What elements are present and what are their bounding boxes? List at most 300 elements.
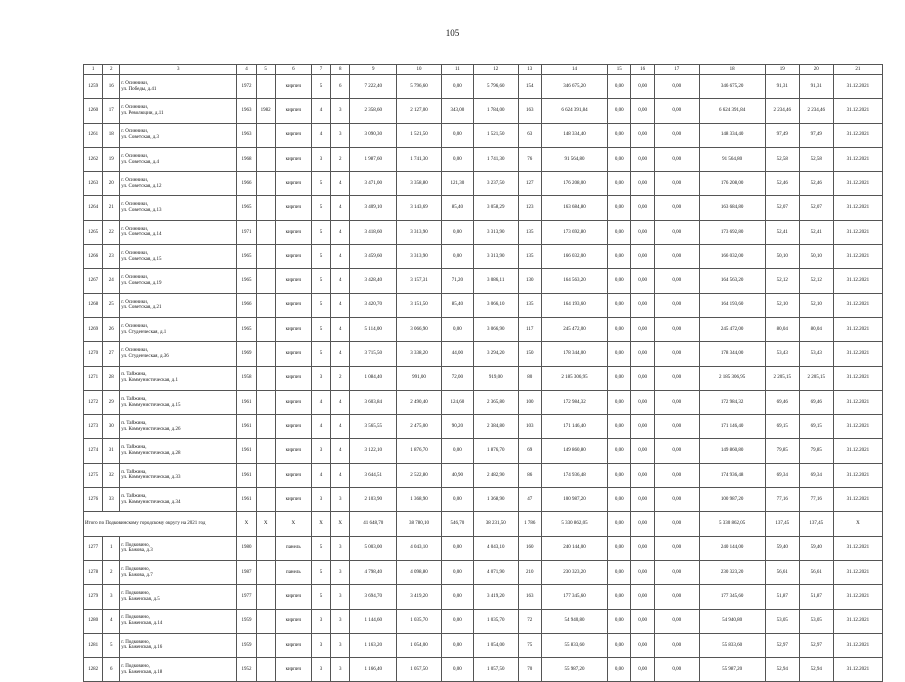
table-cell: 5 — [311, 269, 330, 293]
column-number: 18 — [699, 65, 765, 75]
subtotal-cell: 38 780,10 — [397, 512, 442, 536]
address-cell — [120, 220, 237, 244]
table-cell: 103 — [518, 415, 541, 439]
table-cell: 79,85 — [799, 439, 833, 463]
table-cell: 210 — [518, 560, 541, 584]
table-cell: 32 — [103, 463, 120, 487]
table-cell: кирпич — [275, 269, 311, 293]
table-cell: 2 185 306,95 — [541, 366, 607, 390]
table-cell: 178 344,00 — [699, 342, 765, 366]
table-cell — [256, 488, 275, 512]
table-cell: 0,00 — [654, 220, 699, 244]
table-cell: 25 — [103, 293, 120, 317]
table-cell: 55 833,60 — [699, 633, 765, 657]
table-cell: 3 418,60 — [350, 220, 397, 244]
address-street: ул. Победы, д.41 — [121, 86, 157, 92]
table-cell: 0,00 — [608, 488, 631, 512]
address-street: ул. Советская, д.4 — [121, 159, 159, 165]
table-cell: 0,00 — [631, 488, 654, 512]
table-cell: 16 — [103, 75, 120, 99]
table-cell: 53,43 — [799, 342, 833, 366]
table-cell: 3 603,84 — [350, 390, 397, 414]
table-cell: 3 419,20 — [397, 585, 442, 609]
table-cell: 3 143,69 — [397, 196, 442, 220]
table-cell: 3 — [331, 536, 350, 560]
table-cell: 0,00 — [654, 99, 699, 123]
table-cell: 52,41 — [799, 220, 833, 244]
table-cell: 0,00 — [441, 536, 473, 560]
table-cell: 3 — [311, 488, 330, 512]
table-cell: 0,00 — [654, 536, 699, 560]
table-cell: 31.12.2021 — [833, 342, 882, 366]
housing-register-table — [83, 64, 883, 682]
table-row — [84, 463, 883, 487]
table-cell: 1 — [103, 536, 120, 560]
table-cell: 4 — [331, 245, 350, 269]
table-cell: 30 — [103, 415, 120, 439]
table-row — [84, 658, 883, 682]
table-cell: 1966 — [237, 293, 256, 317]
table-cell: 3 157,31 — [397, 269, 442, 293]
table-cell: 0,00 — [654, 75, 699, 99]
address-locality: г. Подковино, — [121, 639, 150, 645]
table-cell — [256, 172, 275, 196]
table-row — [84, 293, 883, 317]
address-locality: г. Подковино, — [121, 591, 150, 597]
table-cell: 0,00 — [654, 245, 699, 269]
table-cell: 1 784,00 — [473, 99, 518, 123]
table-cell: 0,00 — [608, 342, 631, 366]
table-cell: 52,07 — [765, 196, 799, 220]
table-cell: 160 — [518, 536, 541, 560]
table-cell — [256, 269, 275, 293]
table-cell: 85,40 — [441, 293, 473, 317]
table-cell: 69,46 — [765, 390, 799, 414]
table-cell: 3 428,40 — [350, 269, 397, 293]
table-cell: кирпич — [275, 245, 311, 269]
table-cell: кирпич — [275, 609, 311, 633]
column-number: 15 — [608, 65, 631, 75]
table-cell: 52,94 — [799, 658, 833, 682]
table-cell: кирпич — [275, 488, 311, 512]
table-cell: 1260 — [84, 99, 103, 123]
table-cell: 5 114,00 — [350, 317, 397, 341]
table-cell: 1963 — [237, 123, 256, 147]
table-cell: 1959 — [237, 609, 256, 633]
subtotal-cell: X — [331, 512, 350, 536]
subtotal-cell: 0,00 — [654, 512, 699, 536]
table-cell: 69,34 — [765, 463, 799, 487]
address-street: ул. Коммунистическая, д.15 — [121, 402, 181, 408]
table-cell: кирпич — [275, 366, 311, 390]
table-cell: кирпич — [275, 585, 311, 609]
table-cell: 0,00 — [631, 245, 654, 269]
table-cell: 0,00 — [654, 196, 699, 220]
table-cell: 173 692,80 — [541, 220, 607, 244]
address-street: ул. Советская, д.15 — [121, 256, 162, 262]
table-cell: 1 521,50 — [473, 123, 518, 147]
table-cell: 17 — [103, 99, 120, 123]
table-cell: 1961 — [237, 439, 256, 463]
table-cell: 40,90 — [441, 463, 473, 487]
table-cell: 919,00 — [473, 366, 518, 390]
table-cell: 5 003,00 — [350, 536, 397, 560]
table-cell: 149 860,80 — [541, 439, 607, 463]
table-cell: 22 — [103, 220, 120, 244]
table-cell: 3 122,10 — [350, 439, 397, 463]
table-cell: 1982 — [256, 99, 275, 123]
table-cell: 164 193,60 — [699, 293, 765, 317]
table-cell: 1965 — [237, 317, 256, 341]
table-cell: 97,49 — [799, 123, 833, 147]
address-street: ул. Студенческая, д.1 — [121, 329, 167, 335]
table-cell: 1952 — [237, 658, 256, 682]
table-cell: 31.12.2021 — [833, 99, 882, 123]
table-cell: 3 — [331, 560, 350, 584]
table-cell: 3 090,30 — [350, 123, 397, 147]
table-cell: 71,20 — [441, 269, 473, 293]
table-cell: 3 — [331, 123, 350, 147]
table-cell: 19 — [103, 147, 120, 171]
table-cell: 6 624 391,84 — [541, 99, 607, 123]
address-street: ул. Коммунистическая, д.33 — [121, 475, 181, 481]
address-cell — [120, 585, 237, 609]
table-row — [84, 75, 883, 99]
table-cell: 69,46 — [799, 390, 833, 414]
table-cell: панель — [275, 560, 311, 584]
address-locality: г. Осинники, — [121, 275, 149, 281]
table-cell: 163 684,80 — [541, 196, 607, 220]
table-cell: 0,00 — [654, 390, 699, 414]
table-cell — [256, 609, 275, 633]
address-street: ул. Советская, д.21 — [121, 305, 162, 311]
table-cell: 3 066,90 — [473, 317, 518, 341]
table-cell: 0,00 — [631, 99, 654, 123]
table-cell: 0,00 — [631, 123, 654, 147]
table-cell: 127 — [518, 172, 541, 196]
table-cell — [256, 220, 275, 244]
table-cell: 31.12.2021 — [833, 245, 882, 269]
address-locality: г. Осинники, — [121, 105, 149, 111]
table-cell: 176 208,00 — [699, 172, 765, 196]
column-number-row — [84, 65, 883, 75]
subtotal-cell: 0,00 — [631, 512, 654, 536]
address-locality: п. Тайжина, — [121, 493, 147, 499]
table-cell: 44,00 — [441, 342, 473, 366]
table-cell: 56,61 — [799, 560, 833, 584]
table-cell: 1961 — [237, 415, 256, 439]
table-cell: 3 — [311, 609, 330, 633]
table-cell: 4 — [311, 463, 330, 487]
table-cell: кирпич — [275, 633, 311, 657]
table-row — [84, 342, 883, 366]
table-cell: 33 — [103, 488, 120, 512]
address-street: ул. Коммунистическая, д.28 — [121, 451, 181, 457]
table-cell: 1977 — [237, 585, 256, 609]
table-cell: 346 675,20 — [541, 75, 607, 99]
table-cell: 135 — [518, 293, 541, 317]
table-cell: панель — [275, 536, 311, 560]
subtotal-label: Итого по Подковинскому городскому округу на 2021 год — [84, 512, 237, 536]
address-locality: п. Тайжина, — [121, 421, 147, 427]
table-cell: 0,00 — [631, 658, 654, 682]
address-cell — [120, 342, 237, 366]
table-cell: 20 — [103, 172, 120, 196]
table-cell: 4 043,10 — [473, 536, 518, 560]
table-cell: 1 987,60 — [350, 147, 397, 171]
table-cell: 52,10 — [799, 293, 833, 317]
table-cell: 0,00 — [441, 75, 473, 99]
table-cell: 2 — [331, 147, 350, 171]
table-cell: 0,00 — [441, 609, 473, 633]
table-cell: 1259 — [84, 75, 103, 99]
address-locality: п. Тайжина, — [121, 372, 147, 378]
table-cell: 31.12.2021 — [833, 609, 882, 633]
table-cell: 52,46 — [799, 172, 833, 196]
table-cell: 54 940,80 — [541, 609, 607, 633]
table-cell: 0,00 — [608, 439, 631, 463]
subtotal-cell: X — [275, 512, 311, 536]
address-street: ул. Советская, д.12 — [121, 183, 162, 189]
table-cell: 0,00 — [608, 172, 631, 196]
table-cell: 130 — [518, 269, 541, 293]
table-cell: 2 522,80 — [397, 463, 442, 487]
table-cell: 0,00 — [631, 293, 654, 317]
table-cell: 2 234,46 — [799, 99, 833, 123]
table-cell — [256, 245, 275, 269]
table-cell: 0,00 — [441, 439, 473, 463]
column-number: 11 — [441, 65, 473, 75]
address-locality: г. Подковино, — [121, 566, 150, 572]
table-cell: 72,00 — [441, 366, 473, 390]
address-locality: г. Осинники, — [121, 178, 149, 184]
table-cell: 52,58 — [765, 147, 799, 171]
address-street: ул. Коммунистическая, д.34 — [121, 499, 181, 505]
address-cell — [120, 536, 237, 560]
table-cell: 0,00 — [441, 633, 473, 657]
table-cell: 1269 — [84, 317, 103, 341]
table-cell: 0,00 — [631, 172, 654, 196]
subtotal-row — [84, 512, 883, 536]
table-cell: 343,00 — [441, 99, 473, 123]
table-cell: 163 — [518, 585, 541, 609]
table-cell: 4 — [331, 463, 350, 487]
table-cell: 4 098,80 — [397, 560, 442, 584]
address-street: ул. Советская, д.13 — [121, 208, 162, 214]
table-row — [84, 488, 883, 512]
table-cell: 148 334,40 — [541, 123, 607, 147]
address-cell — [120, 317, 237, 341]
table-cell: 0,00 — [608, 123, 631, 147]
table-cell: кирпич — [275, 220, 311, 244]
table-cell: 3 066,10 — [473, 293, 518, 317]
table-cell: 1987 — [237, 560, 256, 584]
table-cell: 176 208,00 — [541, 172, 607, 196]
table-cell: 171 146,40 — [699, 415, 765, 439]
subtotal-cell: 41 648,70 — [350, 512, 397, 536]
table-cell: 4 — [311, 99, 330, 123]
table-cell: 245 472,00 — [541, 317, 607, 341]
table-cell: 53,05 — [799, 609, 833, 633]
table-row — [84, 196, 883, 220]
table-cell: 3 471,00 — [350, 172, 397, 196]
table-cell: 0,00 — [654, 172, 699, 196]
table-cell: 1265 — [84, 220, 103, 244]
table-cell: 0,00 — [608, 220, 631, 244]
table-cell: 3 420,70 — [350, 293, 397, 317]
table-cell: кирпич — [275, 317, 311, 341]
table-cell: кирпич — [275, 147, 311, 171]
table-cell: 21 — [103, 196, 120, 220]
table-cell: 164 193,60 — [541, 293, 607, 317]
table-cell: 0,00 — [608, 317, 631, 341]
table-cell: 52,97 — [799, 633, 833, 657]
address-locality: г. Осинники, — [121, 80, 149, 86]
column-number: 8 — [331, 65, 350, 75]
table-cell: 4 — [331, 317, 350, 341]
table-cell: 69 — [518, 439, 541, 463]
subtotal-cell: X — [311, 512, 330, 536]
address-cell — [120, 196, 237, 220]
table-cell: 4 — [331, 293, 350, 317]
table-cell: 1961 — [237, 390, 256, 414]
table-cell: 0,00 — [631, 536, 654, 560]
table-cell: 0,00 — [631, 609, 654, 633]
table-cell: 86 — [518, 463, 541, 487]
table-cell: 91,31 — [799, 75, 833, 99]
column-number: 1 — [84, 65, 103, 75]
subtotal-cell: X — [833, 512, 882, 536]
address-locality: г. Подковино, — [121, 615, 150, 621]
table-cell: 174 936,48 — [541, 463, 607, 487]
table-cell — [256, 415, 275, 439]
table-cell — [256, 463, 275, 487]
table-cell: 91 564,80 — [541, 147, 607, 171]
table-cell: 174 936,48 — [699, 463, 765, 487]
table-cell: 0,00 — [654, 463, 699, 487]
address-cell — [120, 172, 237, 196]
column-number: 7 — [311, 65, 330, 75]
table-cell: 31.12.2021 — [833, 658, 882, 682]
address-cell — [120, 269, 237, 293]
table-cell: 1 741,30 — [473, 147, 518, 171]
table-cell: 53,05 — [765, 609, 799, 633]
address-street: ул. Советская, д.3 — [121, 135, 159, 141]
table-cell: 1968 — [237, 147, 256, 171]
table-cell: 121,30 — [441, 172, 473, 196]
column-number: 6 — [275, 65, 311, 75]
table-cell: 1 057,50 — [397, 658, 442, 682]
table-cell: 31.12.2021 — [833, 560, 882, 584]
table-cell: 3 151,50 — [397, 293, 442, 317]
column-number: 16 — [631, 65, 654, 75]
table-cell: 2 205,15 — [765, 366, 799, 390]
table-cell: кирпич — [275, 439, 311, 463]
table-cell: 0,00 — [441, 123, 473, 147]
table-cell: 4 — [331, 269, 350, 293]
table-cell: 31 — [103, 439, 120, 463]
table-cell: 3 — [103, 585, 120, 609]
table-cell — [256, 633, 275, 657]
table-cell: 0,00 — [441, 317, 473, 341]
table-cell: 26 — [103, 317, 120, 341]
address-cell — [120, 658, 237, 682]
table-cell: 3 — [331, 585, 350, 609]
table-cell: 0,00 — [608, 609, 631, 633]
table-cell: 47 — [518, 488, 541, 512]
address-locality: г. Осинники, — [121, 299, 149, 305]
table-cell: 1 035,70 — [397, 609, 442, 633]
table-cell: 3 694,70 — [350, 585, 397, 609]
column-number: 5 — [256, 65, 275, 75]
table-cell: 1980 — [237, 536, 256, 560]
table-cell: 1279 — [84, 585, 103, 609]
table-cell: 0,00 — [608, 560, 631, 584]
table-cell: 50,10 — [799, 245, 833, 269]
table-cell: кирпич — [275, 196, 311, 220]
table-cell: 0,00 — [631, 75, 654, 99]
table-cell: 163 — [518, 99, 541, 123]
table-row — [84, 609, 883, 633]
table-cell: 166 032,00 — [699, 245, 765, 269]
table-cell: 77,16 — [799, 488, 833, 512]
table-cell: 1277 — [84, 536, 103, 560]
address-cell — [120, 390, 237, 414]
address-locality: г. Подковино, — [121, 542, 150, 548]
address-cell — [120, 75, 237, 99]
table-cell: 1268 — [84, 293, 103, 317]
table-cell: 0,00 — [654, 609, 699, 633]
address-cell — [120, 560, 237, 584]
table-row — [84, 269, 883, 293]
address-cell — [120, 439, 237, 463]
table-cell: 1 144,60 — [350, 609, 397, 633]
address-locality: г. Осинники, — [121, 202, 149, 208]
column-number: 20 — [799, 65, 833, 75]
table-cell: 3 459,60 — [350, 245, 397, 269]
table-cell: 0,00 — [608, 658, 631, 682]
table-cell: 31.12.2021 — [833, 220, 882, 244]
table-cell: 1274 — [84, 439, 103, 463]
table-cell: 0,00 — [631, 463, 654, 487]
address-street: ул. Коммунистическая, д.26 — [121, 426, 181, 432]
table-cell: 31.12.2021 — [833, 366, 882, 390]
address-locality: г. Осинники, — [121, 250, 149, 256]
table-cell: 5 — [103, 633, 120, 657]
table-row — [84, 415, 883, 439]
table-cell: 31.12.2021 — [833, 633, 882, 657]
subtotal-cell: 546,70 — [441, 512, 473, 536]
table-cell: 1276 — [84, 488, 103, 512]
table-cell: 2 475,00 — [397, 415, 442, 439]
table-cell: 100 — [518, 390, 541, 414]
table-cell: кирпич — [275, 172, 311, 196]
table-cell — [256, 123, 275, 147]
table-cell: 0,00 — [608, 99, 631, 123]
address-street: ул. Советская, д.14 — [121, 232, 162, 238]
table-cell: 3 644,51 — [350, 463, 397, 487]
table-cell: 0,00 — [631, 415, 654, 439]
table-cell: 123 — [518, 196, 541, 220]
table-cell: 53,43 — [765, 342, 799, 366]
table-cell: 0,00 — [631, 147, 654, 171]
table-cell: 1281 — [84, 633, 103, 657]
table-row — [84, 123, 883, 147]
table-cell: кирпич — [275, 658, 311, 682]
table-cell: 2 — [331, 366, 350, 390]
table-cell: 0,00 — [654, 317, 699, 341]
table-cell: 3 — [311, 658, 330, 682]
